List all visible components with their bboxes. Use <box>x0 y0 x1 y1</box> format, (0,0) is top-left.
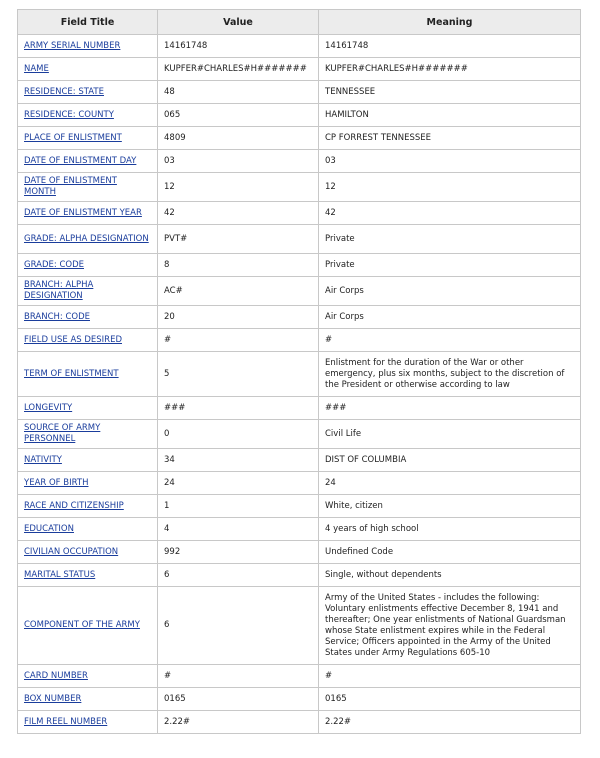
field-link-date-of-enlistment-day[interactable]: DATE OF ENLISTMENT DAY <box>24 155 137 166</box>
table-row <box>18 202 581 225</box>
value-cell: 5 <box>158 352 319 397</box>
field-link-year-of-birth[interactable]: YEAR OF BIRTH <box>24 477 89 488</box>
meaning-cell: Enlistment for the duration of the War or other emergency, plus six months, subject to the discretion of the President or otherwise according to law <box>319 352 581 397</box>
field-cell <box>18 449 158 472</box>
field-link-term-of-enlistment[interactable]: TERM OF ENLISTMENT <box>24 368 119 379</box>
field-link-component-of-the-army[interactable]: COMPONENT OF THE ARMY <box>24 620 140 630</box>
value-cell: 4809 <box>158 127 319 150</box>
field-cell <box>18 104 158 127</box>
meaning-cell: 4 years of high school <box>319 518 581 541</box>
value-cell: 6 <box>158 564 319 587</box>
table-row <box>18 35 581 58</box>
meaning-cell: DIST OF COLUMBIA <box>319 449 581 472</box>
value-cell: # <box>158 329 319 352</box>
field-link-card-number[interactable]: CARD NUMBER <box>24 670 88 681</box>
meaning-cell: 2.22# <box>319 711 581 734</box>
meaning-cell: 12 <box>319 173 581 202</box>
value-cell: # <box>158 665 319 688</box>
field-link-marital-status[interactable]: MARITAL STATUS <box>24 569 96 580</box>
value-cell: 20 <box>158 306 319 329</box>
field-cell <box>18 81 158 104</box>
header-value: Value <box>158 10 319 35</box>
table-row <box>18 58 581 81</box>
table-row <box>18 665 581 688</box>
field-link-source-of-army-personnel[interactable]: SOURCE OF ARMY PERSONNEL <box>24 423 101 444</box>
field-link-date-of-enlistment-year[interactable]: DATE OF ENLISTMENT YEAR <box>24 207 142 218</box>
value-cell: 34 <box>158 449 319 472</box>
field-link-branch-alpha-designation[interactable]: BRANCH: ALPHA DESIGNATION <box>24 280 94 301</box>
table-row <box>18 352 581 397</box>
field-link-film-reel-number[interactable]: FILM REEL NUMBER <box>24 716 108 727</box>
meaning-cell: Air Corps <box>319 277 581 306</box>
field-link-place-of-enlistment[interactable]: PLACE OF ENLISTMENT <box>24 132 122 143</box>
meaning-cell: 42 <box>319 202 581 225</box>
meaning-cell: CP FORREST TENNESSEE <box>319 127 581 150</box>
meaning-cell: Private <box>319 254 581 277</box>
meaning-cell: # <box>319 665 581 688</box>
table-row <box>18 150 581 173</box>
field-cell <box>18 254 158 277</box>
field-cell <box>18 495 158 518</box>
table-row <box>18 225 581 254</box>
table-row <box>18 277 581 306</box>
field-cell <box>18 58 158 81</box>
value-cell: 03 <box>158 150 319 173</box>
field-link-civilian-occupation[interactable]: CIVILIAN OCCUPATION <box>24 546 119 557</box>
value-cell: AC# <box>158 277 319 306</box>
field-cell <box>18 352 158 397</box>
table-row <box>18 449 581 472</box>
meaning-cell: Single, without dependents <box>319 564 581 587</box>
table-row <box>18 254 581 277</box>
meaning-cell: White, citizen <box>319 495 581 518</box>
table-row <box>18 472 581 495</box>
meaning-cell: Civil Life <box>319 420 581 449</box>
field-cell <box>18 472 158 495</box>
table-row <box>18 688 581 711</box>
field-cell <box>18 564 158 587</box>
field-link-grade-alpha-designation[interactable]: GRADE: ALPHA DESIGNATION <box>24 233 149 244</box>
value-cell: 2.22# <box>158 711 319 734</box>
meaning-cell: Undefined Code <box>319 541 581 564</box>
table-row <box>18 541 581 564</box>
field-link-branch-code[interactable]: BRANCH: CODE <box>24 311 90 322</box>
meaning-cell: 03 <box>319 150 581 173</box>
field-cell <box>18 127 158 150</box>
table-row <box>18 587 581 665</box>
meaning-cell: Private <box>319 225 581 254</box>
field-cell <box>18 35 158 58</box>
field-link-longevity[interactable]: LONGEVITY <box>24 402 73 413</box>
meaning-cell: 14161748 <box>319 35 581 58</box>
value-cell: ### <box>158 397 319 420</box>
field-cell <box>18 329 158 352</box>
field-cell <box>18 173 158 202</box>
value-cell: 48 <box>158 81 319 104</box>
meaning-cell: # <box>319 329 581 352</box>
meaning-cell: TENNESSEE <box>319 81 581 104</box>
field-cell <box>18 711 158 734</box>
value-cell: 0 <box>158 420 319 449</box>
meaning-cell: 0165 <box>319 688 581 711</box>
table-row <box>18 81 581 104</box>
table-row <box>18 397 581 420</box>
field-link-grade-code[interactable]: GRADE: CODE <box>24 259 84 270</box>
meaning-cell: Army of the United States - includes the following: Voluntary enlistments effective December 8, 1941 and thereafter; One year enlistments of National Guardsman whose State enlistment expires while in the Federal Service; Officers appointed in the Army of the United States under Army Regulations 605-10 <box>319 587 581 665</box>
value-cell: 4 <box>158 518 319 541</box>
value-cell: PVT# <box>158 225 319 254</box>
table-row <box>18 420 581 449</box>
field-cell <box>18 225 158 254</box>
table-row <box>18 173 581 202</box>
field-cell <box>18 665 158 688</box>
meaning-cell: ### <box>319 397 581 420</box>
field-cell <box>18 202 158 225</box>
field-cell <box>18 420 158 449</box>
field-link-date-of-enlistment-month[interactable]: DATE OF ENLISTMENT MONTH <box>24 176 117 197</box>
value-cell: 42 <box>158 202 319 225</box>
enlistment-record-table <box>17 9 581 734</box>
field-link-name[interactable]: NAME <box>24 63 49 74</box>
field-cell <box>18 518 158 541</box>
field-link-box-number[interactable]: BOX NUMBER <box>24 693 82 704</box>
field-cell <box>18 688 158 711</box>
header-field-title: Field Title <box>18 10 158 35</box>
value-cell: 0165 <box>158 688 319 711</box>
field-cell <box>18 397 158 420</box>
value-cell: 992 <box>158 541 319 564</box>
meaning-cell: HAMILTON <box>319 104 581 127</box>
meaning-cell: KUPFER#CHARLES#H####### <box>319 58 581 81</box>
value-cell: 8 <box>158 254 319 277</box>
table-row <box>18 306 581 329</box>
meaning-cell: 24 <box>319 472 581 495</box>
meaning-cell: Air Corps <box>319 306 581 329</box>
value-cell: 24 <box>158 472 319 495</box>
field-cell <box>18 277 158 306</box>
field-cell <box>18 150 158 173</box>
field-link-army-serial-number[interactable]: ARMY SERIAL NUMBER <box>24 40 121 51</box>
table-row <box>18 127 581 150</box>
field-link-residence-state[interactable]: RESIDENCE: STATE <box>24 86 104 97</box>
table-header-row <box>18 10 581 35</box>
value-cell: 065 <box>158 104 319 127</box>
value-cell: 6 <box>158 587 319 665</box>
table-row <box>18 104 581 127</box>
field-link-education[interactable]: EDUCATION <box>24 523 74 534</box>
field-cell <box>18 587 158 665</box>
table-row <box>18 518 581 541</box>
field-link-race-and-citizenship[interactable]: RACE AND CITIZENSHIP <box>24 500 124 511</box>
field-link-nativity[interactable]: NATIVITY <box>24 454 62 465</box>
value-cell: 1 <box>158 495 319 518</box>
field-cell <box>18 306 158 329</box>
field-link-residence-county[interactable]: RESIDENCE: COUNTY <box>24 109 114 120</box>
table-row <box>18 711 581 734</box>
table-row <box>18 495 581 518</box>
field-cell <box>18 541 158 564</box>
value-cell: 14161748 <box>158 35 319 58</box>
table-row <box>18 329 581 352</box>
header-meaning: Meaning <box>319 10 581 35</box>
field-link-field-use-as-desired[interactable]: FIELD USE AS DESIRED <box>24 334 122 345</box>
value-cell: KUPFER#CHARLES#H####### <box>158 58 319 81</box>
value-cell: 12 <box>158 173 319 202</box>
table-row <box>18 564 581 587</box>
